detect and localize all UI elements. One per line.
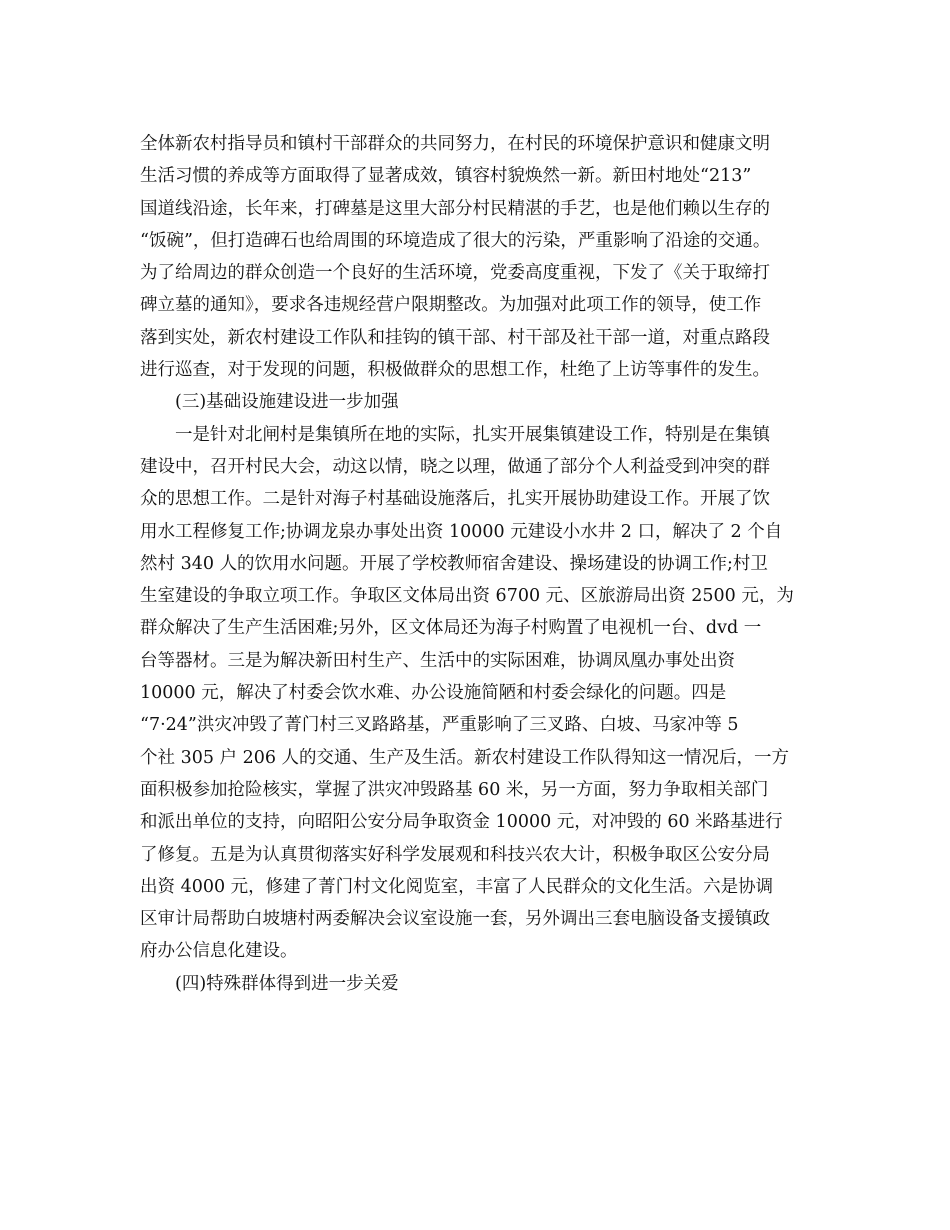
body-text-line: 生室建设的争取立项工作。争取区文体局出资 6700 元、区旅游局出资 2500 元，为 xyxy=(140,586,794,607)
body-text-line: 生活习惯的养成等方面取得了显著成效，镇容村貌焕然一新。新田村地处“213” xyxy=(140,166,752,187)
body-text-line: 出资 4000 元，修建了菁门村文化阅览室，丰富了人民群众的文化生活。六是协调 xyxy=(140,876,774,897)
body-text-line: “7·24”洪灾冲毁了菁门村三叉路路基，严重影响了三叉路、白坡、马家冲等 5 xyxy=(140,715,739,736)
document-page xyxy=(140,128,812,1000)
body-text-line: 全体新农村指导员和镇村干部群众的共同努力，在村民的环境保护意识和健康文明 xyxy=(140,134,770,154)
paragraph-first-line: 一是针对北闸村是集镇所在地的实际，扎实开展集镇建设工作，特别是在集镇 xyxy=(175,424,770,445)
body-text-line: 进行巡查，对于发现的问题，积极做群众的思想工作，杜绝了上访等事件的发生。 xyxy=(140,360,770,381)
body-text-line: “饭碗”，但打造碑石也给周围的环境造成了很大的污染，严重影响了沿途的交通。 xyxy=(140,230,771,251)
body-text-line: 台等器材。三是为解决新田村生产、生活中的实际困难，协调凤凰办事处出资 xyxy=(140,650,735,671)
body-text-line: 落到实处，新农村建设工作队和挂钩的镇干部、村干部及社干部一道，对重点路段 xyxy=(140,327,770,348)
body-text-line: 区审计局帮助白坡塘村两委解决会议室设施一套，另外调出三套电脑设备支援镇政 xyxy=(140,909,770,930)
body-text-line: 和派出单位的支持，向昭阳公安分局争取资金 10000 元，对冲毁的 60 米路基进行 xyxy=(140,812,783,833)
body-text-line: 然村 340 人的饮用水问题。开展了学校教师宿舍建设、操场建设的协调工作;村卫 xyxy=(140,553,768,574)
body-text-line: 面积极参加抢险核实，掌握了洪灾冲毁路基 60 米，另一方面，努力争取相关部门 xyxy=(140,779,769,800)
body-text-line: 个社 305 户 206 人的交通、生产及生活。新农村建设工作队得知这一情况后，一方 xyxy=(140,747,790,768)
body-text-line: 府办公信息化建设。 xyxy=(140,941,298,962)
body-text-line: 国道线沿途，长年来，打碑墓是这里大部分村民精湛的手艺，也是他们赖以生存的 xyxy=(140,198,770,219)
body-text-line: 众的思想工作。二是针对海子村基础设施落后，扎实开展协助建设工作。开展了饮 xyxy=(140,489,770,510)
body-text-line: 用水工程修复工作;协调龙泉办事处出资 10000 元建设小水井 2 口，解决了 2 个自 xyxy=(140,521,783,542)
section-heading: (三)基础设施建设进一步加强 xyxy=(175,392,399,413)
body-text-line: 群众解决了生产生活困难;另外，区文体局还为海子村购置了电视机一台、dvd 一 xyxy=(140,618,762,639)
body-text-line: 建设中，召开村民大会，动这以情，晓之以理，做通了部分个人利益受到冲突的群 xyxy=(140,456,770,477)
body-text-line: 10000 元，解决了村委会饮水难、办公设施简陋和村委会绿化的问题。四是 xyxy=(140,683,727,704)
body-text-line: 为了给周边的群众创造一个良好的生活环境，党委高度重视，下发了《关于取缔打 xyxy=(140,263,770,284)
section-heading: (四)特殊群体得到进一步关爱 xyxy=(175,973,399,994)
body-text-line: 了修复。五是为认真贯彻落实好科学发展观和科技兴农大计，积极争取区公安分局 xyxy=(140,844,770,865)
body-text-line: 碑立墓的通知》，要求各违规经营户限期整改。为加强对此项工作的领导，使工作 xyxy=(140,295,762,316)
